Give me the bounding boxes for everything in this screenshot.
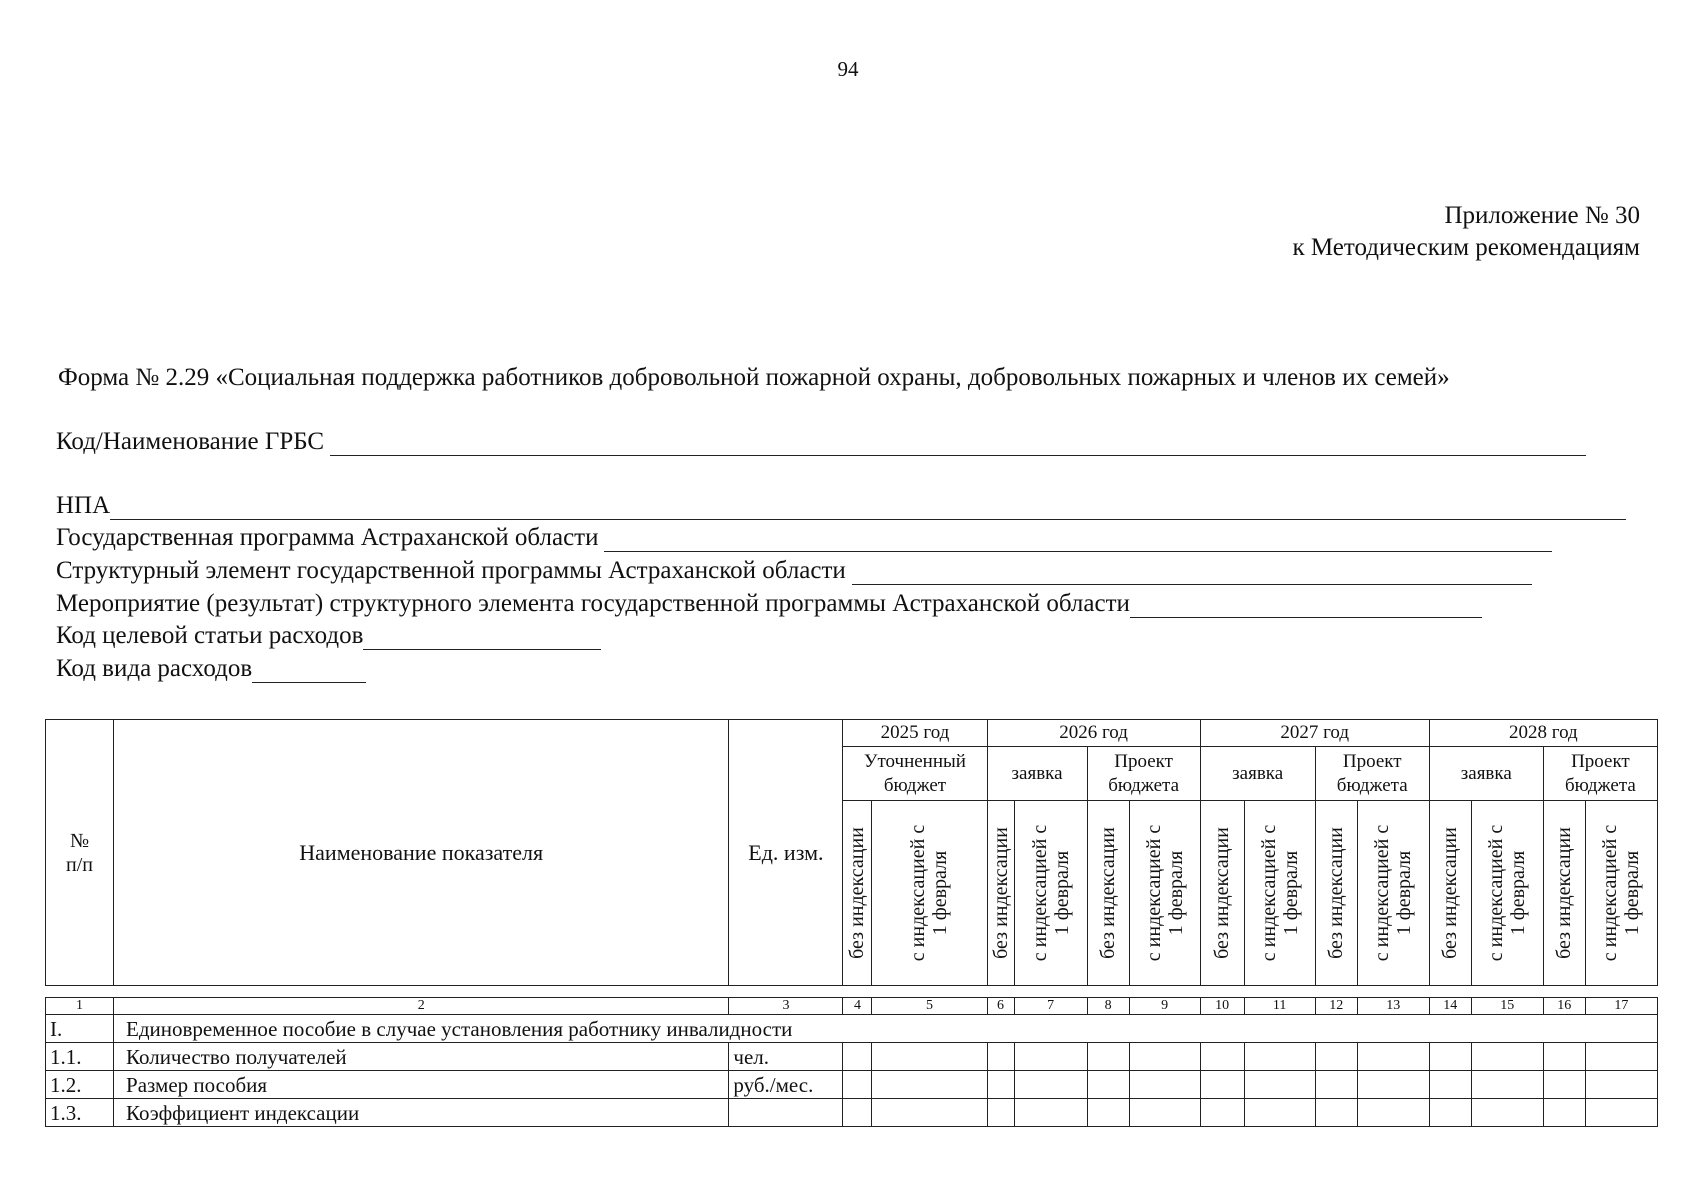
value-cell[interactable] (1087, 1099, 1129, 1127)
column-number: 11 (1244, 998, 1315, 1015)
header-request: заявка (987, 747, 1087, 801)
field-gov-program (56, 520, 1552, 552)
section-title: Единовременное пособие в случае установления работнику инвалидности (114, 1015, 1658, 1043)
header-number: № п/п (46, 720, 114, 986)
indicator-table-body (45, 997, 1658, 1127)
value-cell[interactable] (1357, 1043, 1429, 1071)
section-number: I. (46, 1015, 114, 1043)
row-unit (729, 1099, 843, 1127)
header-indicator-name: Наименование показателя (114, 720, 729, 986)
header-budget-project: Проект бюджета (1543, 747, 1657, 801)
appendix-line-1: Приложение № 30 (1444, 202, 1640, 229)
field-blank[interactable] (604, 527, 1552, 552)
column-number: 7 (1014, 998, 1087, 1015)
header-year-2025: 2025 год (843, 720, 987, 747)
header-year-2028: 2028 год (1429, 720, 1657, 747)
field-grbs (56, 424, 1626, 456)
value-cell[interactable] (1471, 1099, 1543, 1127)
column-number: 9 (1129, 998, 1200, 1015)
value-cell[interactable] (1543, 1071, 1585, 1099)
field-blank[interactable] (252, 658, 366, 683)
header-unit: Ед. изм. (729, 720, 843, 986)
value-cell[interactable] (1014, 1071, 1087, 1099)
value-cell[interactable] (1429, 1043, 1471, 1071)
value-cell[interactable] (1244, 1043, 1315, 1071)
column-number: 3 (729, 998, 843, 1015)
header-with-indexation: с индексацией с 1 февраля (1014, 801, 1087, 986)
column-number: 12 (1315, 998, 1357, 1015)
header-with-indexation: с индексацией с 1 февраля (1585, 801, 1657, 986)
value-cell[interactable] (843, 1071, 872, 1099)
value-cell[interactable] (1200, 1071, 1244, 1099)
value-cell[interactable] (1585, 1043, 1657, 1071)
header-without-indexation: без индексации (1315, 801, 1357, 986)
header-request: заявка (1200, 747, 1315, 801)
column-number: 4 (843, 998, 872, 1015)
field-blank[interactable] (1130, 593, 1482, 618)
value-cell[interactable] (987, 1099, 1014, 1127)
header-with-indexation: с индексацией с 1 февраля (872, 801, 987, 986)
row-indicator-name: Размер пособия (114, 1071, 729, 1099)
value-cell[interactable] (1129, 1099, 1200, 1127)
field-structural-element (56, 553, 1532, 585)
row-unit: руб./мес. (729, 1071, 843, 1099)
header-with-indexation: с индексацией с 1 февраля (1471, 801, 1543, 986)
field-target-article-code (56, 618, 601, 650)
value-cell[interactable] (1200, 1043, 1244, 1071)
value-cell[interactable] (1471, 1043, 1543, 1071)
value-cell[interactable] (1357, 1071, 1429, 1099)
field-label: Государственная программа Астраханской области (56, 524, 599, 551)
header-without-indexation: без индексации (1543, 801, 1585, 986)
row-number: 1.1. (46, 1043, 114, 1071)
header-budget-refined: Уточненный бюджет (843, 747, 987, 801)
value-cell[interactable] (987, 1071, 1014, 1099)
field-blank[interactable] (330, 431, 1586, 456)
field-label: Код целевой статьи расходов (56, 622, 364, 649)
value-cell[interactable] (1429, 1071, 1471, 1099)
value-cell[interactable] (843, 1099, 872, 1127)
header-budget-project: Проект бюджета (1315, 747, 1429, 801)
table-row (46, 1099, 1658, 1127)
field-label: Мероприятие (результат) структурного элемента государственной программы Астраханской области (56, 590, 1130, 617)
value-cell[interactable] (1014, 1043, 1087, 1071)
field-event-result (56, 586, 1482, 618)
indicator-table-header (45, 719, 1658, 986)
value-cell[interactable] (872, 1043, 987, 1071)
value-cell[interactable] (1471, 1071, 1543, 1099)
value-cell[interactable] (1585, 1071, 1657, 1099)
value-cell[interactable] (1543, 1043, 1585, 1071)
column-number: 17 (1585, 998, 1657, 1015)
value-cell[interactable] (1315, 1043, 1357, 1071)
row-indicator-name: Коэффициент индексации (114, 1099, 729, 1127)
header-without-indexation: без индексации (1200, 801, 1244, 986)
field-npa (56, 488, 1626, 520)
header-without-indexation: без индексации (1087, 801, 1129, 986)
value-cell[interactable] (872, 1099, 987, 1127)
header-request: заявка (1429, 747, 1543, 801)
field-blank[interactable] (363, 625, 601, 650)
column-numbers-row (46, 998, 1658, 1015)
column-number: 5 (872, 998, 987, 1015)
value-cell[interactable] (1129, 1071, 1200, 1099)
header-with-indexation: с индексацией с 1 февраля (1357, 801, 1429, 986)
table-row (46, 1043, 1658, 1071)
column-number: 8 (1087, 998, 1129, 1015)
row-number: 1.2. (46, 1071, 114, 1099)
value-cell[interactable] (872, 1071, 987, 1099)
header-without-indexation: без индексации (843, 801, 872, 986)
column-number: 1 (46, 998, 114, 1015)
field-label: Код вида расходов (56, 655, 253, 682)
appendix-line-2: к Методическим рекомендациям (1292, 234, 1640, 261)
value-cell[interactable] (987, 1043, 1014, 1071)
header-without-indexation: без индексации (987, 801, 1014, 986)
column-number: 2 (114, 998, 729, 1015)
header-with-indexation: с индексацией с 1 февраля (1129, 801, 1200, 986)
header-year-2027: 2027 год (1200, 720, 1429, 747)
form-title: Форма № 2.29 «Социальная поддержка работников добровольной пожарной охраны, добровольных пожарных и членов их семей» (58, 364, 1450, 391)
header-without-indexation: без индексации (1429, 801, 1471, 986)
value-cell[interactable] (1315, 1099, 1357, 1127)
value-cell[interactable] (1200, 1099, 1244, 1127)
row-number: 1.3. (46, 1099, 114, 1127)
value-cell[interactable] (1244, 1071, 1315, 1099)
column-number: 6 (987, 998, 1014, 1015)
value-cell[interactable] (1429, 1099, 1471, 1127)
table-row (46, 1071, 1658, 1099)
field-label: Структурный элемент государственной программы Астраханской области (56, 557, 846, 584)
column-number: 16 (1543, 998, 1585, 1015)
value-cell[interactable] (1585, 1099, 1657, 1127)
row-unit: чел. (729, 1043, 843, 1071)
header-with-indexation: с индексацией с 1 февраля (1244, 801, 1315, 986)
value-cell[interactable] (843, 1043, 872, 1071)
field-label: НПА (56, 492, 111, 519)
column-number: 15 (1471, 998, 1543, 1015)
field-blank[interactable] (110, 495, 1626, 520)
field-label: Код/Наименование ГРБС (56, 428, 325, 455)
value-cell[interactable] (1087, 1071, 1129, 1099)
column-number: 14 (1429, 998, 1471, 1015)
value-cell[interactable] (1543, 1099, 1585, 1127)
value-cell[interactable] (1087, 1043, 1129, 1071)
value-cell[interactable] (1014, 1099, 1087, 1127)
header-year-2026: 2026 год (987, 720, 1200, 747)
header-budget-project: Проект бюджета (1087, 747, 1200, 801)
row-indicator-name: Количество получателей (114, 1043, 729, 1071)
column-number: 13 (1357, 998, 1429, 1015)
value-cell[interactable] (1315, 1071, 1357, 1099)
value-cell[interactable] (1357, 1099, 1429, 1127)
value-cell[interactable] (1129, 1043, 1200, 1071)
value-cell[interactable] (1244, 1099, 1315, 1127)
field-expense-type-code (56, 651, 366, 683)
field-blank[interactable] (852, 560, 1532, 585)
appendix-reference (1292, 200, 1640, 264)
column-number: 10 (1200, 998, 1244, 1015)
section-row (46, 1015, 1658, 1043)
page-number: 94 (837, 57, 859, 81)
